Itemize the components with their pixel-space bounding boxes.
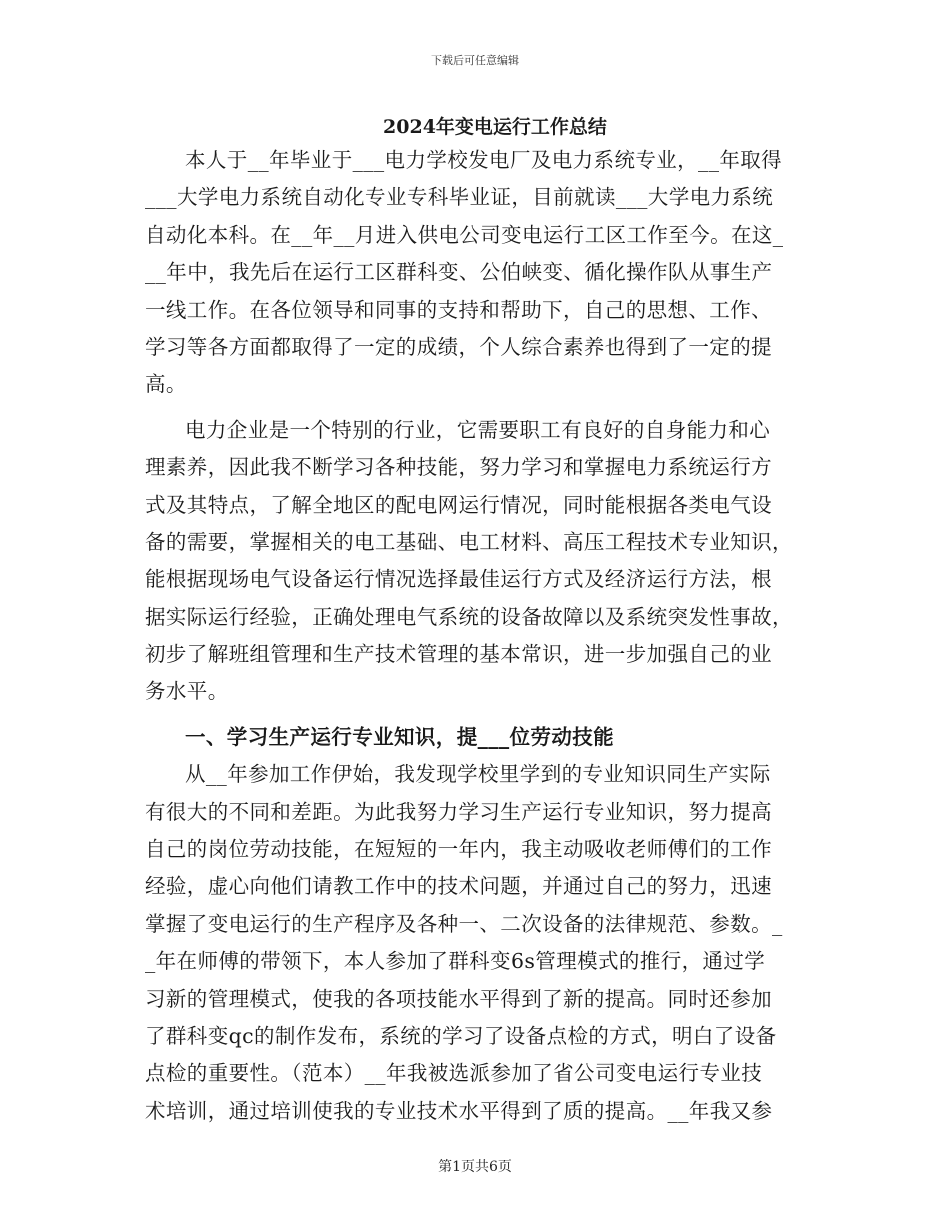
paragraph-line: 有很大的不同和差距。为此我努力学习生产运行专业知识，努力提高 [145, 799, 772, 824]
paragraph-line: 备的需要，掌握相关的电工基础、电工材料、高压工程技术专业知识， [145, 529, 793, 554]
paragraph-line: 本人于__年毕业于___电力学校发电厂及电力系统专业，__年取得 [185, 148, 783, 172]
paragraph-line: 从__年参加工作伊始，我发现学校里学到的专业知识同生产实际 [185, 762, 771, 787]
paragraph-1 [145, 142, 805, 404]
paragraph-line: 术培训，通过培训使我的专业技术水平得到了质的提高。__年我又参 [145, 1098, 773, 1123]
paragraph-line: 式及其特点，了解全地区的配电网运行情况，同时能根据各类电气设 [145, 492, 772, 517]
paragraph-2 [145, 412, 805, 711]
document-body [145, 142, 805, 1130]
section-heading: 一、学习生产运行专业知识，提___位劳动技能 [185, 724, 615, 749]
paragraph-line: 自己的岗位劳动技能，在短短的一年内，我主动吸收老师傅们的工作 [145, 837, 772, 862]
paragraph-line: 学习等各方面都取得了一定的成绩，个人综合素养也得到了一定的提 [145, 334, 772, 359]
page-header-note: 下载后可任意编辑 [431, 54, 519, 67]
paragraph-line: _年在师傅的带领下，本人参加了群科变6s管理模式的推行，通过学 [145, 949, 766, 974]
paragraph-line: 了群科变qc的制作发布，系统的学习了设备点检的方式，明白了设备 [145, 1023, 777, 1048]
paragraph-line: 点检的重要性。（范本）__年我被选派参加了省公司变电运行专业技 [145, 1061, 763, 1086]
paragraph-line: 务水平。 [145, 679, 229, 704]
paragraph-line: 掌握了变电运行的生产程序及各种一、二次设备的法律规范、参数。_ [145, 911, 783, 936]
paragraph-line: 初步了解班组管理和生产技术管理的基本常识，进一步加强自己的业 [145, 642, 772, 667]
paragraph-line: 据实际运行经验，正确处理电气系统的设备故障以及系统突发性事故， [145, 604, 793, 629]
paragraph-spacer [145, 404, 805, 412]
paragraph-line: 理素养，因此我不断学习各种技能，努力学习和掌握电力系统运行方 [145, 455, 772, 480]
paragraph-line: 习新的管理模式，使我的各项技能水平得到了新的提高。同时还参加 [145, 986, 772, 1011]
document-title: 2024年变电运行工作总结 [383, 116, 607, 138]
paragraph-spacer [145, 711, 805, 719]
paragraph-line: 高。 [145, 372, 187, 397]
paragraph-line: 自动化本科。在__年__月进入供电公司变电运行工区工作至今。在这_ [145, 222, 784, 247]
paragraph-line: 经验，虚心向他们请教工作中的技术问题，并通过自己的努力，迅速 [145, 874, 772, 899]
paragraph-3 [145, 756, 805, 1130]
page-number: 第1页共6页 [438, 1159, 512, 1175]
paragraph-line: 能根据现场电气设备运行情况选择最佳运行方式及经济运行方法，根 [145, 567, 772, 592]
paragraph-line: __年中，我先后在运行工区群科变、公伯峡变、循化操作队从事生产 [145, 260, 773, 285]
paragraph-line: 一线工作。在各位领导和同事的支持和帮助下，自己的思想、工作、 [145, 297, 772, 322]
paragraph-line: ___大学电力系统自动化专业专科毕业证，目前就读___大学电力系统 [145, 185, 774, 210]
paragraph-line: 电力企业是一个特别的行业，它需要职工有良好的自身能力和心 [185, 417, 771, 442]
